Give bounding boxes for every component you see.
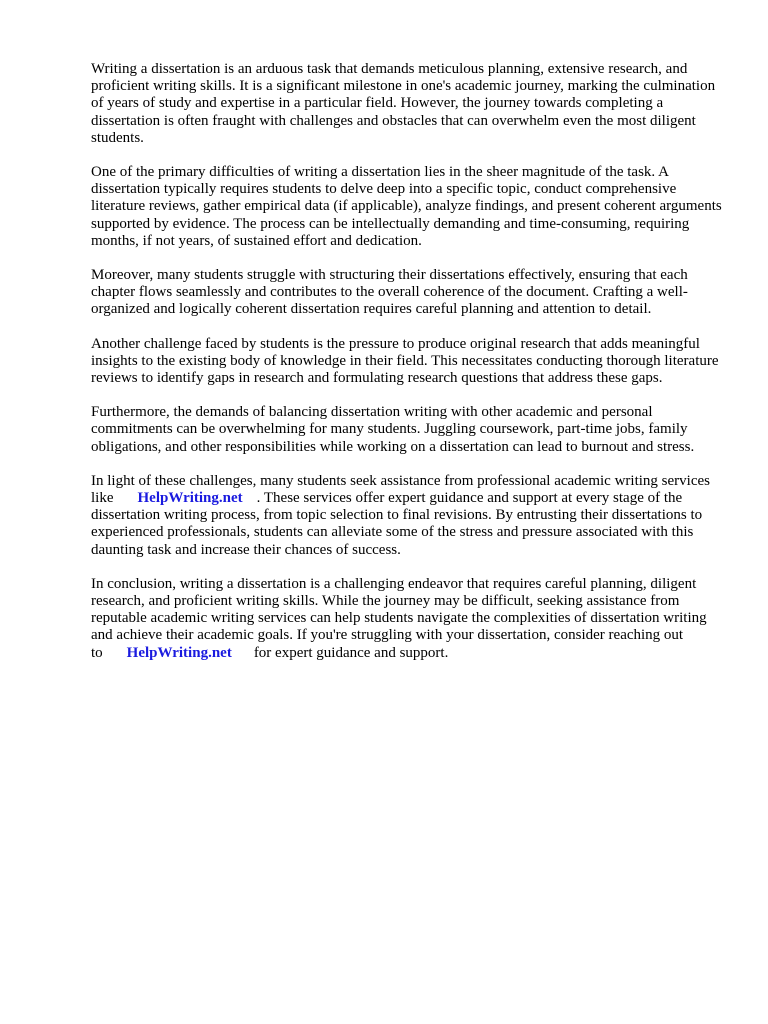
paragraph-7-text-before: In conclusion, writing a dissertation is a challenging endeavor that requires careful planning, diligent research, and proficient writing skills. While the journey may be difficult, seeking assistance from reputable academic writing services can help students navigate the complexities of dissertation writing and achieve their academic goals. If you're struggling with your dissertation, consider reaching out to bbox=[91, 575, 707, 661]
helpwriting-link-1[interactable]: HelpWriting.net bbox=[137, 490, 243, 507]
paragraph-1: Writing a dissertation is an arduous task that demands meticulous planning, extensive research, and proficient writing skills. It is a significant milestone in one's academic journey, marking the culmination of years of study and expertise in a particular field. However, the journey towards completing a dissertation is often fraught with challenges and obstacles that can overwhelm even the most diligent students. bbox=[91, 61, 716, 146]
paragraph-2: One of the primary difficulties of writing a dissertation lies in the sheer magnitude of the task. A dissertation typically requires students to delve deep into a specific topic, conduct comprehensive literature reviews, gather empirical data (if applicable), analyze findings, and present coherent arguments supported by evidence. The process can be intellectually demanding and time-consuming, requiring months, if not years, of sustained effort and dedication. bbox=[91, 164, 722, 249]
paragraph-6-text-after: . These services offer expert guidance and support at every stage of the dissertation writing process, from topic selection to final revisions. By entrusting their dissertations to experienced professionals, students can alleviate some of the stress and pressure associated with this daunting task and increase their chances of success. bbox=[91, 490, 703, 558]
document-body bbox=[91, 61, 725, 679]
paragraph-5: Furthermore, the demands of balancing dissertation writing with other academic and personal commitments can be overwhelming for many students. Juggling coursework, part-time jobs, family obligations, and other responsibilities while working on a dissertation can lead to burnout and stress. bbox=[91, 404, 695, 455]
helpwriting-link-2[interactable]: HelpWriting.net bbox=[126, 644, 232, 661]
paragraph-7-text-after: for expert guidance and support. bbox=[253, 644, 449, 661]
paragraph-4: Another challenge faced by students is the pressure to produce original research that adds meaningful insights to the existing body of knowledge in their field. This necessitates conducting thorough literature reviews to identify gaps in research and formulating research questions that address these gaps. bbox=[91, 335, 719, 387]
paragraph-6-text-before: In light of these challenges, many students seek assistance from professional academic writing services like bbox=[91, 472, 710, 507]
paragraph-7 bbox=[91, 576, 725, 662]
paragraph-3: Moreover, many students struggle with structuring their dissertations effectively, ensuring that each chapter flows seamlessly and contributes to the overall coherence of the document. Crafting a well-organized and logically coherent dissertation requires careful planning and attention to detail. bbox=[91, 267, 688, 318]
paragraph-6 bbox=[91, 473, 725, 559]
